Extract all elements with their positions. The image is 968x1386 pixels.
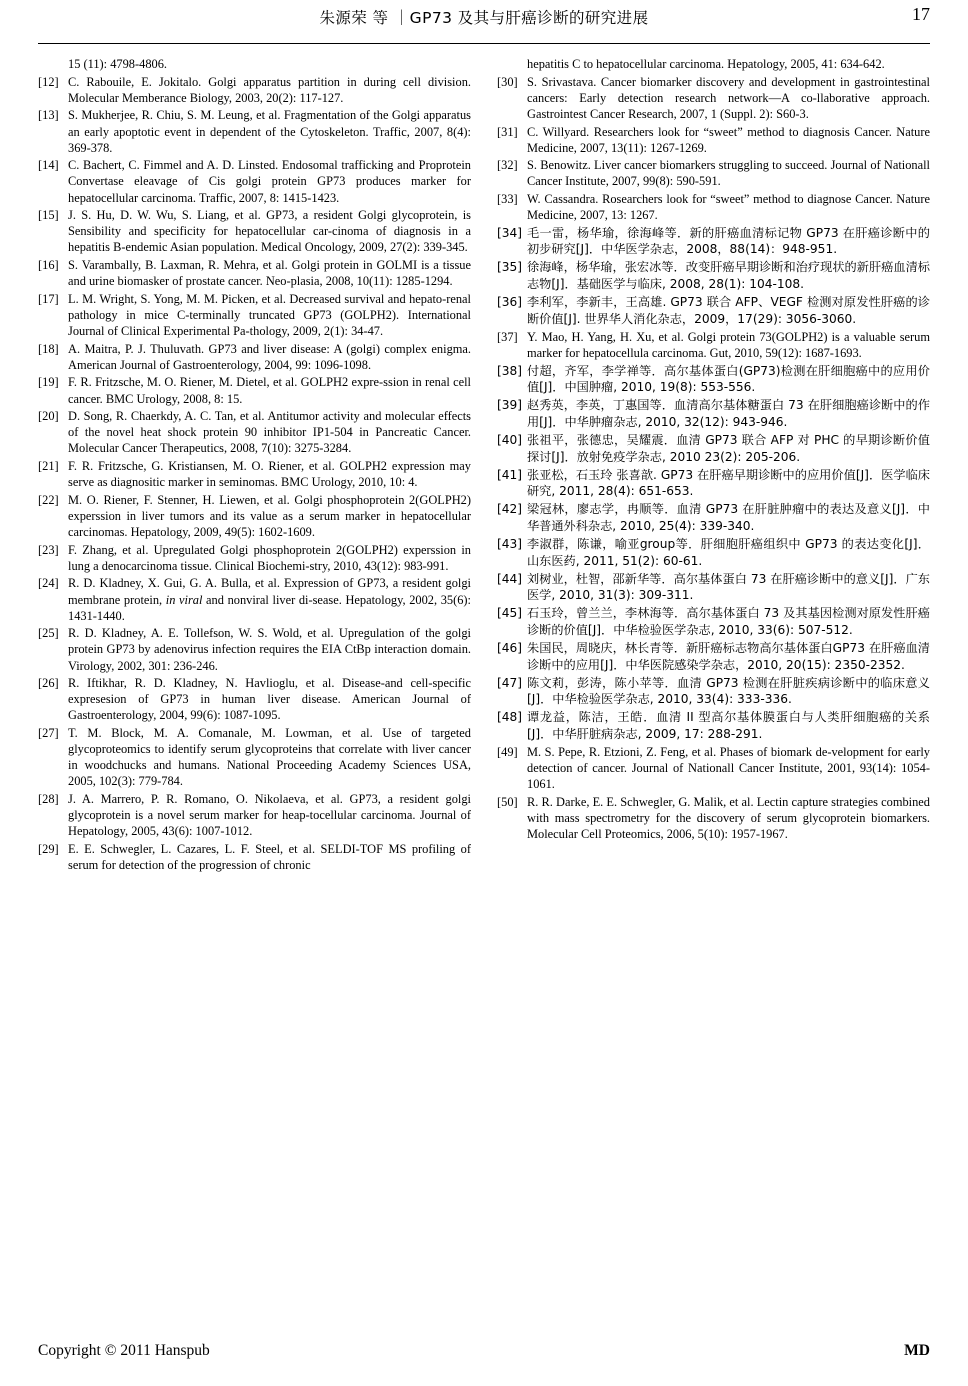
continuation-line: hepatitis C to hepatocellular carcinoma. Hepatology, 2005, 41: 634-642. <box>527 57 885 71</box>
reference-text: 李利军，李新丰，王高雄. GP73 联合 AFP、VEGF 检测对原发性肝癌的诊断价值[J]. 世界华人消化杂志，2009，17(29): 3056-3060. <box>527 295 930 326</box>
reference-entry <box>38 408 471 456</box>
reference-entry <box>497 397 930 430</box>
reference-number: [20] <box>38 409 59 424</box>
reference-text: R. R. Darke, E. E. Schwegler, G. Malik, et al. Lectin capture strategies combined with mass spectrometry for the discovery of serum glycoprotein biomarkers. Molecular Cell Proteomics, 2006, 5(10): 1957-1967. <box>527 795 930 842</box>
reference-entry <box>497 640 930 673</box>
reference-entry <box>38 374 471 406</box>
reference-text: 朱国民，周晓庆，林长青等．新肝癌标志物高尔基体蛋白GP73 在肝癌血清诊断中的应用[J]．中华医院感染学杂志，2010, 20(15): 2350-2352. <box>527 641 930 672</box>
reference-text: L. M. Wright, S. Yong, M. M. Picken, et al. Decreased survival and hepato-renal pathology in mice C-terminally truncated GP73 (GOLPH2). International Journal of Clinical Experimental Pa-thology, 2009, 2(1): 34-47. <box>68 291 471 338</box>
reference-text: S. Mukherjee, R. Chiu, S. M. Leung, et al. Fragmentation of the Golgi apparatus an early apoptotic event in dependent of the Cytoskeleton. Traffic, 2007, 8(4): 369-378. <box>68 108 471 155</box>
reference-text: E. E. Schwegler, L. Cazares, L. F. Steel, et al. SELDI-TOF MS profiling of serum for detection of the progression of chronic <box>68 841 471 872</box>
continuation-line: 15 (11): 4798-4806. <box>68 57 167 71</box>
reference-number: [26] <box>38 676 59 691</box>
reference-entry <box>497 225 930 258</box>
reference-entry <box>497 501 930 534</box>
reference-entry <box>38 725 471 790</box>
reference-entry <box>38 458 471 490</box>
reference-number: [37] <box>497 329 518 344</box>
reference-entry <box>38 625 471 673</box>
journal-mark: MD <box>904 1342 930 1359</box>
reference-text: C. Bachert, C. Fimmel and A. D. Linsted. Endosomal trafficking and Proprotein Convertase eleavage of Cis golgi protein GP73 produces marker for hepatocellular carcinoma. Traffic, 2007, 8: 1415-1423. <box>68 158 471 205</box>
reference-entry <box>497 191 930 223</box>
reference-text: F. R. Fritzsche, M. O. Riener, M. Dietel, et al. GOLPH2 expre-ssion in renal cell cancer. BMC Urology, 2008, 8: 15. <box>68 375 471 406</box>
reference-entry <box>497 709 930 742</box>
reference-text: M. O. Riener, F. Stenner, H. Liewen, et al. Golgi phosphoprotein 2(GOLPH2) experssion in liver tumors and its value as a serum marker in hepatocellular carcinomas. Hepatology, 2009, 49(5): 1602-1609. <box>68 492 471 539</box>
reference-number: [27] <box>38 726 59 740</box>
reference-entry <box>38 74 471 106</box>
reference-text: 石玉玲，曾兰兰，李林海等．高尔基体蛋白 73 及其基因检测对原发性肝癌诊断的价值[J]．中华检验医学杂志, 2010, 33(6): 507-512. <box>527 606 930 637</box>
reference-text: 陈文莉，彭涛，陈小苹等．血清 GP73 检测在肝脏疾病诊断中的临床意义[J]．中华检验医学杂志, 2010, 33(4): 333-336. <box>527 675 930 707</box>
reference-entry <box>38 575 471 623</box>
reference-number: [18] <box>38 341 59 356</box>
reference-text: C. Willyard. Researchers look for “sweet” method to diagnosis Cancer. Nature Medicine, 2007, 13(11): 1267-1269. <box>527 124 930 155</box>
reference-entry <box>497 467 930 500</box>
reference-number: [35] <box>497 260 523 275</box>
reference-text: 谭龙益，陈洁，王皓．血清 II 型高尔基体膜蛋白与人类肝细胞癌的关系[J]．中华肝脏病杂志, 2009, 17: 288-291. <box>527 710 930 742</box>
reference-entry <box>38 257 471 289</box>
reference-text: 李淑群，陈谦，喻亚group等．肝细胞肝癌组织中 GP73 的表达变化[J]．山东医药, 2011, 51(2): 60-61. <box>527 537 930 568</box>
reference-number: [41] <box>497 467 523 482</box>
reference-entry <box>497 432 930 465</box>
reference-entry <box>497 571 930 604</box>
reference-number: [29] <box>38 841 59 856</box>
reference-text: W. Cassandra. Rosearchers look for “sweet” method to diagnose Cancer. Nature Medicine, 2007, 13: 1267. <box>527 192 930 223</box>
reference-number: [50] <box>497 795 518 809</box>
reference-text: F. R. Fritzsche, G. Kristiansen, M. O. Riener, et al. GOLPH2 expression may serve as diagnositic marker in seminomas. BMC Urology, 2010, 10: 4. <box>68 459 471 490</box>
reference-text: R. D. Kladney, X. Gui, G. A. Bulla, et al. Expression of GP73, a resident golgi membrane protein, in viral and nonviral liver di-sease. Hepatology, 2002, 35(6): 1431-1440. <box>68 576 471 623</box>
reference-text: D. Song, R. Chaerkdy, A. C. Tan, et al. Antitumor activity and molecular effects of the novel heat shock protein 90 inhibitor IP1-504 in Pancreatic Cancer. Molecular Cancer Therapeutics, 2008, 7(10): 3275-3284. <box>68 409 471 456</box>
reference-entry <box>38 841 471 873</box>
reference-number: [14] <box>38 158 59 173</box>
reference-entry <box>497 74 930 122</box>
reference-number: [12] <box>38 74 59 89</box>
reference-text: M. S. Pepe, R. Etzioni, Z. Feng, et al. Phases of biomark de-velopment for early detection of cancer. Journal of Nationall Cancer Institute, 2001, 93(14): 1054-1061. <box>527 745 930 792</box>
reference-number: [25] <box>38 626 59 641</box>
reference-entry <box>497 675 930 708</box>
reference-text: 张亚松，石玉玲 张喜歆. GP73 在肝癌早期诊断中的应用价值[J]．医学临床研究, 2011, 28(4): 651-653. <box>527 467 930 499</box>
reference-number: [46] <box>497 641 523 656</box>
reference-number: [15] <box>38 208 59 223</box>
reference-entry <box>497 794 930 842</box>
reference-number: [24] <box>38 576 59 591</box>
reference-text: S. Srivastava. Cancer biomarker discovery and development in gastrointestinal cancers: Early detection research network—A co-llaborative approach. Gastrointest Cancer Research, 2007, 1 (Suppl. 2): S60-3. <box>527 74 930 121</box>
reference-text: 梁冠林，廖志学，冉顺等．血清 GP73 在肝脏肿瘤中的表达及意义[J]．中华普通外科杂志, 2010, 25(4): 339-340. <box>527 502 930 533</box>
reference-text: J. S. Hu, D. W. Wu, S. Liang, et al. GP73, a resident Golgi glycoprotein, is Sensibility and specificity for hepatocellular car-cinoma of diagnosis in a hepatitis B-endemic Asian population. Medical Oncology, 2009, 27(2): 339-345. <box>68 208 471 255</box>
reference-text: 毛一雷，杨华瑜，徐海峰等．新的肝癌血清标记物 GP73 在肝癌诊断中的初步研究[J]．中华医学杂志，2008，88(14)：948-951. <box>527 225 930 257</box>
reference-number: [19] <box>38 375 59 390</box>
reference-entry <box>38 291 471 339</box>
reference-text: F. Zhang, et al. Upregulated Golgi phosphoprotein 2(GOLPH2) experssion in lung a denocarcinoma tissue. Clinical Biochemi-stry, 2010, 43(12): 983-991. <box>68 542 471 573</box>
reference-text: S. Benowitz. Liver cancer biomarkers struggling to succeed. Journal of Nationall Cancer Institute, 2007, 99(8): 590-591. <box>527 158 930 189</box>
reference-number: [47] <box>497 675 523 690</box>
reference-number: [17] <box>38 291 59 306</box>
running-head-title: 朱源荣 等 ｜GP73 及其与肝癌诊断的研究进展 <box>319 9 649 27</box>
page-footer <box>38 1342 930 1360</box>
reference-entry <box>497 294 930 327</box>
reference-entry <box>497 744 930 792</box>
reference-number: [30] <box>497 74 518 89</box>
reference-text: A. Maitra, P. J. Thuluvath. GP73 and liver disease: A (golgi) complex enigma. American Journal of Gastroenterology, 2004, 99: 1096-1098. <box>68 341 471 372</box>
reference-number: [38] <box>497 363 523 378</box>
reference-text: C. Rabouile, E. Jokitalo. Golgi apparatus partition in during cell division. Molecular Memberance Biology, 2003, 20(2): 117-127. <box>68 74 471 105</box>
reference-number: [43] <box>497 537 523 551</box>
reference-text: 刘树业，杜智，邵新华等．高尔基体蛋白 73 在肝癌诊断中的意义[J]．广东医学, 2010, 31(3): 309-311. <box>527 571 930 603</box>
reference-text: R. Iftikhar, R. D. Kladney, N. Havlioglu, et al. Disease-and cell-specific expresesion of GP73 in human liver disease. American Journal of Gastroenterology, 2004, 99(6): 1087-1095. <box>68 676 471 723</box>
reference-entry <box>497 363 930 396</box>
page-number: 17 <box>912 4 930 24</box>
reference-text: 徐海峰，杨华瑜，张宏冰等．改变肝癌早期诊断和治疗现状的新肝癌血清标志物[J]．基础医学与临床, 2008, 28(1): 104-108. <box>527 260 930 292</box>
reference-text: R. D. Kladney, A. E. Tollefson, W. S. Wold, et al. Upregulation of the golgi protein GP73 by adenovirus infection requires the EIA CtBp interaction domain. Virology, 2002, 301: 236-246. <box>68 626 471 673</box>
reference-text: T. M. Block, M. A. Comanale, M. Lowman, et al. Use of targeted glycoproteomics to identify serum glycoproteins that correlate with liver cancer in woodchucks and humans. National Proceeding Academy Sciences USA, 2005, 102(3): 779-784. <box>68 726 471 789</box>
reference-entry <box>38 791 471 839</box>
reference-text: J. A. Marrero, P. R. Romano, O. Nikolaeva, et al. GP73, a resident golgi glycoprotein is a novel serum marker for heap-tocellular carcinoma. Journal of Hepatology, 2005, 43(6): 1007-1012. <box>68 792 471 839</box>
reference-text: S. Varambally, B. Laxman, R. Mehra, et al. Golgi protein in GOLMI is a tissue and urine biomasker of prostate cancer. Neo-plasia, 2008, 10(11): 1285-1294. <box>68 258 471 289</box>
reference-entry <box>497 605 930 638</box>
reference-number: [23] <box>38 542 59 557</box>
right-reference-list <box>497 74 930 843</box>
right-column <box>497 56 930 875</box>
reference-number: [13] <box>38 108 59 123</box>
left-reference-list <box>38 74 471 874</box>
reference-entry <box>497 259 930 292</box>
reference-number: [28] <box>38 792 59 806</box>
reference-entry <box>497 536 930 569</box>
reference-entry <box>38 207 471 255</box>
reference-entry <box>38 675 471 723</box>
reference-text: Y. Mao, H. Yang, H. Xu, et al. Golgi protein 73(GOLPH2) is a valuable serum marker for hepatocellula carcinoma. Gut, 2010, 59(12): 1687-1693. <box>527 329 930 360</box>
reference-number: [42] <box>497 502 523 517</box>
reference-number: [44] <box>497 571 523 586</box>
copyright-text: Copyright © 2011 Hanspub <box>38 1342 210 1359</box>
reference-number: [49] <box>497 745 518 760</box>
reference-number: [22] <box>38 492 59 507</box>
reference-number: [45] <box>497 606 523 621</box>
reference-entry <box>497 124 930 156</box>
reference-number: [40] <box>497 432 523 447</box>
reference-number: [34] <box>497 225 523 240</box>
reference-entry <box>38 542 471 574</box>
reference-number: [39] <box>497 398 523 413</box>
reference-text: 付超，齐军，李学禅等．高尔基体蛋白(GP73)检测在肝细胞癌中的应用价值[J]．中国肿瘤, 2010, 19(8): 553-556. <box>527 363 930 395</box>
reference-entry <box>38 341 471 373</box>
reference-number: [21] <box>38 459 59 473</box>
reference-number: [48] <box>497 710 523 725</box>
reference-entry <box>497 157 930 189</box>
reference-entry <box>38 492 471 540</box>
reference-number: [33] <box>497 192 518 206</box>
reference-number: [31] <box>497 124 518 139</box>
reference-text: 张祖平，张德忠，吴耀震．血清 GP73 联合 AFP 对 PHC 的早期诊断价值探讨[J]．放射免疫学杂志, 2010 23(2): 205-206. <box>527 432 930 464</box>
reference-columns <box>38 56 930 875</box>
reference-entry <box>38 157 471 205</box>
reference-entry <box>497 329 930 361</box>
left-column <box>38 56 471 875</box>
reference-number: [36] <box>497 295 523 310</box>
reference-text: 赵秀英，李英，丁惠国等．血清高尔基体糖蛋白 73 在肝细胞癌诊断中的作用[J]．中华肿瘤杂志, 2010, 32(12): 943-946. <box>527 398 930 429</box>
reference-entry <box>38 107 471 155</box>
running-head <box>38 0 930 44</box>
reference-number: [32] <box>497 158 518 173</box>
reference-number: [16] <box>38 258 59 272</box>
